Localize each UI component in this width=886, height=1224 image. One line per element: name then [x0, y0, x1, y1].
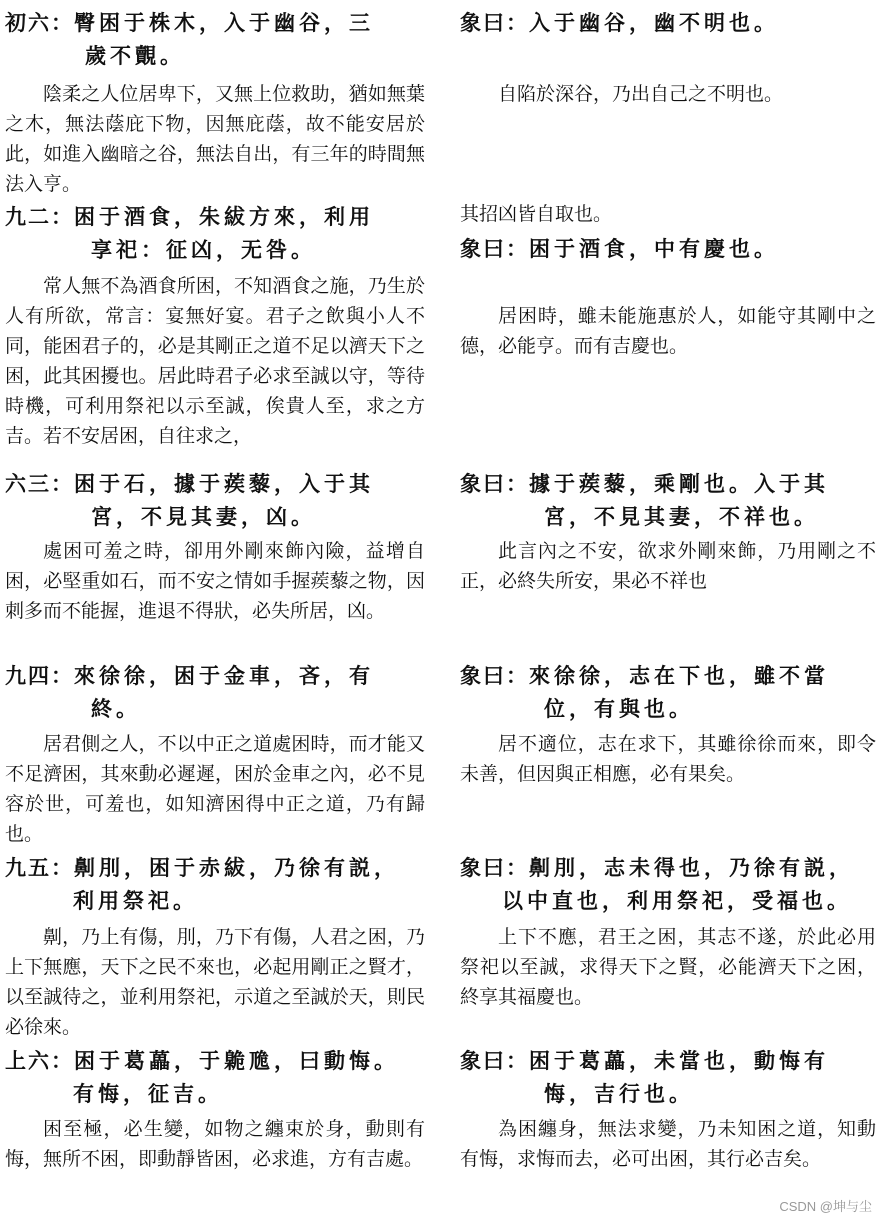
- line-heading: [5, 851, 425, 917]
- xiang-explanation: 上下不應，君王之困，其志不遂，於此必用祭祀以至誠，求得天下之賢，必能濟天下之困，終享其福慶也。: [460, 927, 876, 1008]
- xiang-text: 困于酒食，中有慶也。: [529, 236, 779, 261]
- line-4-explain-block: [5, 730, 425, 850]
- xiang-heading: [460, 467, 876, 533]
- line-2-head-block: [5, 200, 425, 266]
- line-text: 臀困于株木，入于幽谷，三: [74, 10, 374, 35]
- line-heading: [5, 659, 425, 725]
- xiang-label: 象曰：: [460, 663, 529, 688]
- xiang-text: 來徐徐，志在下也，雖不當: [529, 663, 829, 688]
- line-2-explain-block: [5, 272, 425, 452]
- line-explanation-carryover: 其招凶皆自取也。: [460, 204, 613, 225]
- line-text-continued: 利用祭祀。: [73, 888, 198, 913]
- xiang-explanation: 為困纏身，無法求變，乃未知困之道，知動有悔，求悔而去，必可出困，其行必吉矣。: [460, 1119, 876, 1170]
- xiang-1-explain-block: [460, 80, 876, 110]
- xiang-3-head-block: [460, 467, 876, 533]
- line-text-continued: 宮，不見其妻，凶。: [91, 504, 316, 529]
- xiang-text: 困于葛藟，未當也，動悔有: [529, 1048, 829, 1073]
- xiang-explanation: 此言內之不安，欲求外剛來飾，乃用剛之不正，必終失所安，果必不祥也: [460, 541, 876, 592]
- xiang-text-continued: 宮，不見其妻，不祥也。: [544, 504, 819, 529]
- line-3-explain-block: [5, 537, 425, 627]
- line-text: 劓刖，困于赤紱，乃徐有説，: [74, 855, 399, 880]
- line-label: 初六：: [5, 10, 74, 35]
- xiang-label: 象曰：: [460, 236, 529, 261]
- xiang-explanation: 居困時，雖未能施惠於人，如能守其剛中之德，必能亨。而有吉慶也。: [460, 306, 876, 357]
- line-explanation: 處困可羞之時，卻用外剛來飾內險，益增自困，必堅重如石，而不安之情如手握蒺藜之物，因刺多而不能握，進退不得狀，必失所居，凶。: [5, 541, 425, 622]
- xiang-label: 象曰：: [460, 471, 529, 496]
- line-heading: [5, 1044, 425, 1110]
- xiang-text: 劓刖，志未得也，乃徐有説，: [529, 855, 854, 880]
- xiang-heading: [460, 232, 876, 265]
- xiang-text-continued: 以中直也，利用祭祀，受福也。: [502, 888, 852, 913]
- line-label: 九二：: [5, 204, 74, 229]
- xiang-4-explain-block: [460, 730, 876, 790]
- xiang-6-explain-block: [460, 1115, 876, 1175]
- xiang-heading: [460, 1044, 876, 1110]
- line-text-continued: 有悔，征吉。: [73, 1081, 223, 1106]
- xiang-5-head-block: [460, 851, 876, 917]
- line-label: 九四：: [5, 663, 74, 688]
- xiang-5-explain-block: [460, 923, 876, 1013]
- xiang-label: 象曰：: [460, 1048, 529, 1073]
- line-label: 九五：: [5, 855, 74, 880]
- line-explanation: 陰柔之人位居卑下，又無上位救助，猶如無葉之木，無法蔭庇下物，因無庇蔭，故不能安居於此，如進入幽暗之谷，無法自出，有三年的時間無法入亨。: [5, 84, 425, 195]
- line-2-carry-block: [460, 200, 876, 230]
- line-text: 困于酒食，朱紱方來，利用: [74, 204, 374, 229]
- line-5-head-block: [5, 851, 425, 917]
- xiang-label: 象曰：: [460, 855, 529, 880]
- line-text-continued: 享祀：征凶，无咎。: [91, 237, 316, 262]
- line-text: 來徐徐，困于金車，吝，有: [74, 663, 374, 688]
- line-explanation: 常人無不為酒食所困，不知酒食之施，乃生於人有所欲，常言：宴無好宴。君子之飲與小人不同，能困君子的，必是其剛正之道不足以濟天下之困，此其困擾也。居此時君子必求至誠以守，等待時機，可利用祭祀以示至誠，俟貴人至，求之方吉。若不安居困，自往求之，: [5, 276, 425, 447]
- line-6-explain-block: [5, 1115, 425, 1175]
- xiang-heading: [460, 6, 876, 39]
- xiang-1-head-block: [460, 6, 876, 39]
- line-text: 困于葛藟，于臲卼，曰動悔。: [74, 1048, 399, 1073]
- line-6-head-block: [5, 1044, 425, 1110]
- line-4-head-block: [5, 659, 425, 725]
- xiang-text-continued: 位，有與也。: [544, 696, 694, 721]
- line-3-head-block: [5, 467, 425, 533]
- line-1-head-block: [5, 6, 425, 72]
- xiang-label: 象曰：: [460, 10, 529, 35]
- line-label: 上六：: [5, 1048, 74, 1073]
- line-1-explain-block: [5, 80, 425, 200]
- line-5-explain-block: [5, 923, 425, 1043]
- line-text-continued: 終。: [91, 696, 141, 721]
- xiang-heading: [460, 851, 876, 917]
- line-explanation: 居君側之人，不以中正之道處困時，而才能又不足濟困，其來動必遲遲，困於金車之內，必不見容於世，可羞也，如知濟困得中正之道，乃有歸也。: [5, 734, 425, 845]
- xiang-2-explain-block: [460, 302, 876, 362]
- xiang-text: 入于幽谷，幽不明也。: [529, 10, 779, 35]
- watermark: CSDN @坤与尘: [779, 1199, 872, 1214]
- xiang-text: 據于蒺藜，乘剛也。入于其: [529, 471, 829, 496]
- line-label: 六三：: [5, 471, 74, 496]
- xiang-3-explain-block: [460, 537, 876, 597]
- xiang-heading: [460, 659, 876, 725]
- xiang-6-head-block: [460, 1044, 876, 1110]
- xiang-text-continued: 悔，吉行也。: [544, 1081, 694, 1106]
- line-explanation: 困至極，必生變，如物之纏束於身，動則有悔，無所不困，即動靜皆困，必求進，方有吉處。: [5, 1119, 425, 1170]
- line-explanation: 劓，乃上有傷，刖，乃下有傷，人君之困，乃上下無應，天下之民不來也，必起用剛正之賢才，以至誠待之，並利用祭祀，示道之至誠於天，則民必徐來。: [5, 927, 425, 1038]
- line-heading: [5, 467, 425, 533]
- line-heading: [5, 200, 425, 266]
- line-heading: [5, 6, 425, 72]
- xiang-2-head-block: [460, 232, 876, 265]
- xiang-4-head-block: [460, 659, 876, 725]
- line-text-continued: 歲不覿。: [85, 43, 185, 68]
- xiang-explanation: 自陷於深谷，乃出自己之不明也。: [498, 84, 784, 105]
- line-text: 困于石，據于蒺藜，入于其: [74, 471, 374, 496]
- xiang-explanation: 居不適位，志在求下，其雖徐徐而來，即令未善，但因與正相應，必有果矣。: [460, 734, 876, 785]
